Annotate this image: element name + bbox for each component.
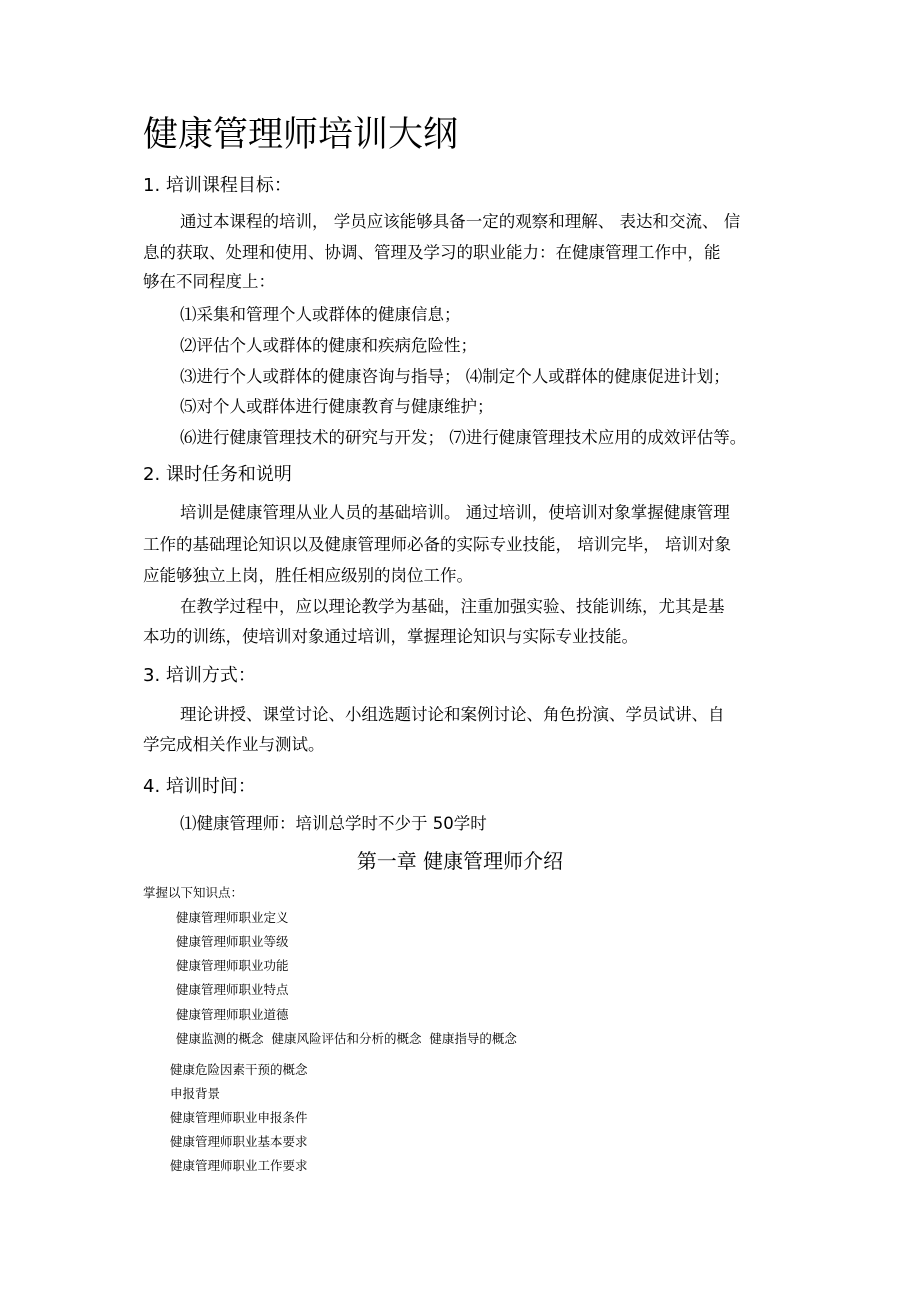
section-heading: 3. 培训方式： bbox=[143, 665, 256, 686]
paragraph-line: 在教学过程中，应以理论教学为基础，注重加强实验、技能训练，尤其是基 bbox=[180, 597, 725, 616]
list-item: ⑹进行健康管理技术的研究与开发； ⑺进行健康管理技术应用的成效评估等。 bbox=[180, 428, 747, 447]
list-item: ⑴健康管理师：培训总学时不少于 50学时 bbox=[180, 814, 487, 833]
paragraph-line: 理论讲授、课堂讨论、小组选题讨论和案例讨论、角色扮演、学员试讲、自 bbox=[180, 705, 725, 724]
paragraph-line: 够在不同程度上： bbox=[143, 272, 275, 291]
paragraph-line: 培训是健康管理从业人员的基础培训。 通过培训，使培训对象掌握健康管理 bbox=[180, 503, 730, 522]
knowledge-point: 健康管理师职业功能 bbox=[176, 958, 289, 973]
list-item: ⑵评估个人或群体的健康和疾病危险性； bbox=[180, 336, 477, 355]
knowledge-point: 健康危险因素干预的概念 bbox=[170, 1062, 308, 1077]
document-title: 健康管理师培训大纲 bbox=[143, 115, 459, 155]
knowledge-point: 健康管理师职业基本要求 bbox=[170, 1134, 308, 1149]
chapter-heading: 第一章 健康管理师介绍 bbox=[356, 849, 564, 873]
section-heading: 2. 课时任务和说明 bbox=[143, 464, 292, 485]
knowledge-point: 申报背景 bbox=[170, 1086, 221, 1101]
section-heading: 4. 培训时间： bbox=[143, 776, 256, 797]
knowledge-intro: 掌握以下知识点： bbox=[143, 885, 244, 900]
paragraph-line: 本功的训练，使培训对象通过培训，掌握理论知识与实际专业技能。 bbox=[143, 627, 638, 646]
paragraph-line: 通过本课程的培训， 学员应该能够具备一定的观察和理解、 表达和交流、 信 bbox=[180, 212, 741, 231]
knowledge-point: 健康管理师职业工作要求 bbox=[170, 1158, 308, 1173]
knowledge-point: 健康管理师职业定义 bbox=[176, 910, 289, 925]
paragraph-line: 学完成相关作业与测试。 bbox=[143, 735, 325, 754]
list-item: ⑴采集和管理个人或群体的健康信息； bbox=[180, 305, 461, 324]
knowledge-point: 健康管理师职业特点 bbox=[176, 982, 289, 997]
paragraph-line: 息的获取、处理和使用、协调、管理及学习的职业能力：在健康管理工作中，能 bbox=[143, 243, 721, 262]
section-heading: 1. 培训课程目标： bbox=[143, 175, 292, 196]
knowledge-point: 健康管理师职业等级 bbox=[176, 934, 289, 949]
knowledge-point: 健康监测的概念 健康风险评估和分析的概念 健康指导的概念 bbox=[176, 1031, 517, 1046]
list-item: ⑶进行个人或群体的健康咨询与指导； ⑷制定个人或群体的健康促进计划； bbox=[180, 367, 730, 386]
list-item: ⑸对个人或群体进行健康教育与健康维护； bbox=[180, 397, 494, 416]
knowledge-point: 健康管理师职业申报条件 bbox=[170, 1110, 308, 1125]
paragraph-line: 应能够独立上岗，胜任相应级别的岗位工作。 bbox=[143, 566, 473, 585]
knowledge-point: 健康管理师职业道德 bbox=[176, 1007, 289, 1022]
paragraph-line: 工作的基础理论知识以及健康管理师必备的实际专业技能， 培训完毕， 培训对象 bbox=[143, 535, 731, 554]
